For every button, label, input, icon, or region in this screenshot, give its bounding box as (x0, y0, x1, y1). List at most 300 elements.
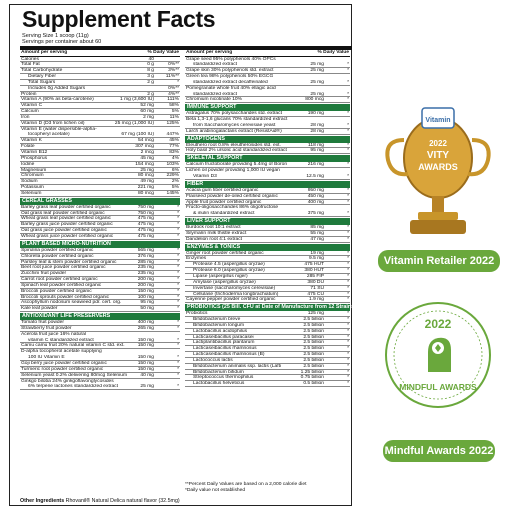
nutrient-name: Amylase (aspergillus oryzae) (193, 279, 256, 285)
nutrient-amount: 80 mcg (137, 190, 154, 196)
nutrient-amount: 2.5 billion (303, 322, 324, 328)
nutrient-row (185, 129, 350, 135)
nutrient-row (20, 384, 180, 390)
nutrient-name: Calcium (21, 109, 39, 115)
nutrient-name: Eleuthero root 0.8% eleutherosides std. ext. (186, 142, 281, 148)
nutrient-dv: * (177, 259, 179, 265)
nutrient-amount: 216 mg (307, 162, 324, 168)
nutrient-name: Protease 4.5 (aspergillus oryzae) (193, 262, 265, 268)
nutrient-amount: 25 mcg (1,000 IU) (114, 120, 154, 126)
nutrient-dv: 11%** (165, 74, 179, 80)
nutrient-dv: * (177, 233, 179, 239)
nutrient-dv: * (347, 311, 349, 317)
nutrient-amount: 235 mg (137, 271, 154, 277)
nutrient-name: Beet root juice powder certified organic (21, 265, 106, 271)
nutrient-name: Iodine (21, 161, 35, 167)
nutrient-name: standardized extract (193, 91, 238, 97)
nutrient-name: Bifidobacterium breve (193, 317, 241, 323)
nutrient-amount: 475 mg (137, 228, 154, 234)
nutrient-amount: 52 mg (140, 103, 154, 109)
vity-line3: AWARDS (418, 162, 458, 172)
nutrient-dv: 4% (171, 155, 179, 161)
nutrient-dv: * (177, 306, 179, 312)
nutrient-name: Larch arabinogalactans extract (ResistAid®) (186, 128, 282, 134)
nutrient-name: Vitamin D (D3 from lichen oil) (21, 120, 85, 126)
nutrient-name: Carrot root powder certified organic (21, 277, 98, 283)
nutrient-name: Grape seed 95% polyphenols 40% OPCs (186, 56, 276, 62)
nutrient-amount: 307 mcg (135, 144, 154, 150)
nutrient-name: Apple fruit powder certified organic (186, 199, 262, 205)
nutrient-dv: * (347, 199, 349, 205)
nutrient-amount: 750 mg (137, 210, 154, 216)
section-header: FIBER (185, 181, 350, 188)
nutrient-amount: 47 mg (310, 236, 324, 242)
nutrient-amount: 2.5 billion (303, 363, 324, 369)
nutrient-dv: * (347, 279, 349, 285)
nutrient-name: from Saccharomyces cerevisiae yeast (193, 122, 276, 128)
nutrient-name: Astragalus 70% polysaccharides std. extract (186, 111, 282, 117)
nutrient-dv: * (177, 325, 179, 331)
mindful-awards-label: Mindful Awards 2022 (383, 440, 495, 462)
nutrient-dv: * (177, 366, 179, 372)
nutrient-amount: 2 mcg (140, 150, 154, 155)
nutrient-name: Chromium (21, 173, 44, 179)
right-column (185, 50, 356, 387)
nutrient-amount: 475 mg (137, 216, 154, 222)
nutrient-amount: 2.5 billion (303, 334, 324, 340)
nutrient-name: Selenium yeast 0.2% delivering 80mcg Selenium (21, 372, 128, 378)
nutrient-amount: 380 HUT (304, 268, 324, 274)
nutrient-dv: 111% (167, 97, 179, 103)
nutrient-name: Ginger root powder certified organic (186, 250, 264, 256)
nutrient-name: Oat grass juice powder certified organic (21, 228, 107, 234)
nutrient-name: Total Carbohydrate (21, 68, 63, 74)
nutrient-amount: 28 mg (310, 128, 324, 134)
nutrient-dv: * (177, 282, 179, 288)
nutrient-dv: * (177, 216, 179, 222)
nutrient-dv: 11% (169, 114, 179, 120)
nutrient-amount: 800 mcg (305, 97, 324, 103)
nutrient-amount: 0.75 billion (300, 375, 324, 381)
nutrient-dv: * (347, 357, 349, 363)
nutrient-dv: * (347, 122, 349, 128)
nutrient-amount: 2.5 billion (303, 317, 324, 323)
nutrient-name: Dietary Fiber (28, 74, 56, 80)
nutrient-name: Vitamin B12 (21, 150, 48, 155)
nutrient-amount: 40 (148, 56, 154, 62)
nutrient-amount: 2 mg (143, 114, 154, 120)
nutrient-amount: 150 mg (137, 366, 154, 372)
section-header: LIVER SUPPORT (185, 218, 350, 225)
nutrient-dv: 58% (169, 103, 179, 109)
nutrient-dv: * (347, 193, 349, 199)
mindful-award-seal (383, 300, 493, 410)
nutrient-row (185, 174, 350, 180)
nutrient-dv: * (177, 372, 179, 378)
nutrient-name: Phosphorus (21, 155, 48, 161)
nutrient-amount: 25 mg (310, 91, 324, 97)
nutrient-name: Acacia gum fiber certified organic (186, 187, 259, 193)
header-dv: % Daily Value (147, 50, 179, 55)
nutrient-dv: * (177, 337, 179, 343)
nutrient-amount: 150 mg (137, 288, 154, 294)
vity-brand: Vitamin (425, 117, 451, 124)
vity-line2: VITY (426, 150, 450, 161)
nutrient-amount: 25 mg (310, 68, 324, 74)
nutrient-name: Spinach leaf powder certified organic (21, 282, 102, 288)
nutrient-name: Enzymes (186, 256, 207, 262)
nutrient-name: Total Fat (21, 62, 40, 68)
nutrient-dv: * (347, 297, 349, 303)
nutrient-amount: 95 mg (310, 148, 324, 154)
nutrient-amount: 565 mg (137, 247, 154, 253)
nutrient-name: Barley grass leaf powder certified organic (21, 204, 111, 210)
left-column (20, 50, 180, 390)
nutrient-name: Broccoli sprouts powder certified organic (21, 294, 110, 300)
section-header: ENZYMES & TONICS (185, 244, 350, 251)
nutrient-name: Dandelion root 4:1 extract (186, 236, 243, 242)
nutrient-amount: 154 mcg (135, 161, 154, 167)
section-header: ANTIOXIDANT LIFE PRESERVERS (20, 313, 180, 320)
nutrient-dv: 0%** (168, 85, 179, 91)
nutrient-dv: * (347, 352, 349, 358)
nutrient-amount: 25 mg (140, 167, 154, 173)
nutrient-dv: * (347, 230, 349, 236)
nutrient-dv: * (347, 273, 349, 279)
nutrient-amount: 375 mg (307, 211, 324, 217)
nutrient-amount: 25 mg (310, 62, 324, 68)
nutrient-dv: * (347, 375, 349, 381)
nutrient-name: Cayenne pepper powder certified organic (186, 297, 276, 303)
footnote-not-established: *Daily value not established (185, 488, 246, 493)
nutrient-name: Tomato fruit powder (21, 320, 64, 326)
nutrient-amount: 1 mg (3,600 IU) (120, 97, 154, 103)
nutrient-amount: 40 mg (140, 372, 154, 378)
nutrient-dv: * (177, 265, 179, 271)
nutrient-dv: 4%** (168, 91, 179, 97)
nutrient-amount: 2 g (147, 79, 154, 85)
nutrient-dv: 229% (166, 173, 179, 179)
nutrient-amount: 380 DU (307, 279, 324, 285)
nutrient-name: Turmeric root powder certified organic (21, 366, 104, 372)
nutrient-dv: * (177, 361, 179, 366)
nutrient-amount: 950 mg (307, 187, 324, 193)
nutrient-amount: 1.9 mg (309, 297, 324, 303)
nutrient-name: standardized extract decaffeinated (193, 79, 268, 85)
nutrient-name: Vitamin C (21, 103, 43, 109)
nutrient-dv: * (347, 317, 349, 323)
nutrient-row (20, 234, 180, 240)
nutrient-dv: * (347, 291, 349, 297)
nutrient-dv: * (347, 250, 349, 256)
nutrient-dv: * (347, 174, 349, 179)
nutrient-amount: 67 mg (100 IU) (121, 132, 154, 138)
nutrient-amount: 55 mg (310, 230, 324, 236)
nutrient-dv: * (347, 128, 349, 134)
nutrient-name: & inulin standardized extract (193, 211, 255, 217)
nutrient-amount: 49 mg (140, 179, 154, 185)
nutrient-dv: * (177, 210, 179, 216)
section-header: PROBIOTICS (25 Bill. CFU at Date of Manufacture from 12 Strains) (187, 304, 356, 311)
nutrient-dv: * (347, 340, 349, 346)
nutrient-amount: 475 CU (307, 291, 324, 297)
nutrient-dv: 103% (166, 161, 179, 167)
nutrient-row (185, 148, 350, 154)
nutrient-name: Pomegranate whole fruit 40% ellagic acid (186, 85, 276, 91)
nutrient-row (20, 191, 180, 197)
nutrient-dv: * (347, 262, 349, 268)
nutrient-name: Burdock root 10:1 extract (186, 225, 241, 231)
nutrient-dv: * (347, 268, 349, 274)
nutrient-dv: 125% (166, 120, 179, 126)
nutrient-name: Protease 6.0 (aspergillus oryzae) (193, 268, 265, 274)
nutrient-amount: 125 mg (307, 311, 324, 317)
nutrient-dv: * (347, 79, 349, 85)
nutrient-row (185, 211, 350, 217)
nutrient-amount: 25 mg (310, 79, 324, 85)
nutrient-name: Vitamin A (90% as beta-carotene) (21, 97, 94, 103)
nutrient-name: Green tea 98% polyphenols 50% EGCG (186, 74, 274, 80)
page-title: Supplement Facts (22, 6, 216, 32)
nutrient-dv: 2% (171, 179, 179, 185)
nutrient-name: standardized extract (193, 62, 238, 68)
nutrient-name: Silymarin milk thistle extract (186, 230, 247, 236)
mindful-name: MINDFUL AWARDS (399, 382, 477, 392)
nutrient-dv: * (177, 228, 179, 234)
nutrient-dv: 77% (169, 144, 179, 150)
nutrient-row (185, 381, 350, 387)
nutrient-name: Ginkgo biloba 24% ginkgoflavonglycosides (21, 378, 114, 384)
nutrient-dv: * (347, 91, 349, 97)
nutrient-name: Camu camu fruit 20% natural vitamin C std. ext. (21, 343, 125, 349)
nutrient-name: Lactococcus lactis (193, 357, 233, 363)
nutrient-amount: 3 g (147, 74, 154, 80)
nutrient-dv: * (177, 79, 179, 85)
servings-per-container: Servings per container about 60 (22, 39, 102, 45)
nutrient-name: Lactiplantibacillus plantarum (193, 340, 255, 346)
nutrient-dv: * (347, 285, 349, 291)
nutrient-amount: 8 g (147, 68, 154, 74)
nutrient-dv: 6% (171, 167, 179, 173)
nutrient-amount: 0 g (147, 62, 154, 68)
nutrient-name: Bifidobacterium longum (193, 322, 245, 328)
nutrient-amount: 28 mg (310, 122, 324, 128)
nutrient-dv: * (347, 322, 349, 328)
nutrient-name: Parsley leaf & stem powder certified organic (21, 259, 117, 265)
nutrient-row (20, 306, 180, 312)
nutrient-amount: 400 mg (307, 199, 324, 205)
nutrient-amount: 60 mg (140, 109, 154, 115)
nutrient-dv: * (177, 288, 179, 294)
nutrient-dv: * (347, 148, 349, 154)
nutrient-dv: * (347, 187, 349, 193)
nutrient-name: Kale leaf powder (21, 306, 58, 312)
nutrient-amount: 100 mg (137, 294, 154, 300)
nutrient-name: Flaxseed powder de-oiled certified organic (186, 193, 278, 199)
nutrient-amount: 150 mg (137, 337, 154, 343)
nutrient-amount: 150 mg (137, 343, 154, 349)
nutrient-name: Vitamin D3 (193, 174, 217, 179)
nutrient-amount: 150 mg (137, 355, 154, 361)
nutrient-dv: * (347, 256, 349, 262)
nutrient-name: Chromium nicotinate 10% (186, 97, 242, 103)
nutrient-dv: * (177, 384, 179, 390)
nutrient-amount: 1.25 billion (300, 369, 324, 375)
nutrient-dv: * (347, 328, 349, 334)
vity-award-trophy (378, 100, 498, 260)
nutrient-name: Strawberry fruit powder (21, 325, 72, 331)
nutrient-name: D-alpha tocopherol acetate supplying (21, 349, 102, 355)
nutrient-amount: 12.5 mg (306, 174, 324, 179)
section-header: CEREAL GRASSES (20, 198, 180, 205)
nutrient-name: Chlorella powder certified organic (21, 253, 94, 259)
nutrient-name: Sodium (21, 179, 38, 185)
nutrient-dv: * (347, 97, 349, 103)
nutrient-name: Zucchini fruit powder (21, 271, 67, 277)
nutrient-name: Magnesium (21, 167, 47, 173)
nutrient-name: Ascophyllum nodosum seaweed pdr. cert. org. (21, 300, 122, 306)
nutrient-amount: 45 mg (140, 155, 154, 161)
nutrient-dv: 145% (166, 190, 179, 196)
nutrient-dv: * (347, 211, 349, 217)
section-header: PLANT BASED MICRO-NUTRITION (20, 241, 180, 248)
nutrient-dv: * (347, 334, 349, 340)
nutrient-name: Lichen oil powder providing 1,000 IU vegan (186, 168, 280, 174)
other-ingredients-text: Rhovanil® Natural Delica natural flavor (32.5mg) (65, 498, 180, 504)
nutrient-amount: 0.5 billion (303, 381, 324, 387)
nutrient-name: Selenium (21, 190, 42, 196)
nutrient-name: Lipase (aspergillus niger) (193, 273, 248, 279)
nutrient-row (185, 237, 350, 243)
nutrient-name: Calories (21, 56, 39, 62)
nutrient-row (185, 97, 350, 103)
nutrient-amount: 285 FIP (306, 273, 324, 279)
vitamin-retailer-label: Vitamin Retailer 2022 (378, 250, 500, 272)
nutrient-name: 100 IU Vitamin E (28, 355, 65, 361)
nutrient-dv: 447% (166, 132, 179, 138)
nutrient-amount: 265 mg (137, 325, 154, 331)
nutrient-dv: * (347, 381, 349, 387)
section-header: SKELETAL SUPPORT (185, 155, 350, 162)
nutrient-amount: 2.5 billion (303, 340, 324, 346)
nutrient-dv: * (347, 225, 349, 231)
nutrient-name: Wheat grass juice powder certified organic (21, 233, 114, 239)
nutrient-name: Goji berry juice powder certified organic (21, 361, 107, 366)
nutrient-dv: * (177, 320, 179, 326)
other-ingredients (20, 498, 180, 504)
nutrient-amount: 50 mg (140, 306, 154, 312)
nutrient-amount: 475 HUT (304, 262, 324, 268)
nutrient-name: Broccoli powder certified organic (21, 288, 92, 294)
nutrient-amount: 9.5 mg (309, 256, 324, 262)
vity-year: 2022 (429, 139, 447, 148)
nutrient-amount: 80 mcg (137, 173, 154, 179)
nutrient-name: Acerola fruit juice 16% natural (21, 331, 86, 337)
nutrient-amount: 235 mg (137, 265, 154, 271)
nutrient-name: Potassium (21, 185, 44, 191)
nutrient-dv: * (347, 363, 349, 369)
nutrient-dv: * (177, 355, 179, 361)
nutrient-amount: 450 mg (307, 193, 324, 199)
nutrient-dv: * (347, 68, 349, 74)
section-header: IMMUNE SUPPORT (185, 104, 350, 111)
nutrient-dv: * (177, 343, 179, 349)
nutrient-amount: 190 mg (307, 111, 324, 117)
nutrient-amount: 400 mg (137, 320, 154, 326)
nutrient-name: Bifidobacterium animalis ssp. lactis (Lafti (193, 363, 282, 369)
header-amount: Amount per serving (186, 50, 233, 55)
nutrient-name: Vitamin K (21, 138, 42, 144)
nutrient-dv: * (177, 222, 179, 228)
nutrient-name: Beta 1,3-1,6 glucans 70% standardized extract (186, 117, 288, 123)
nutrient-amount: 85 mg (310, 225, 324, 231)
nutrient-amount: 285 mg (137, 259, 154, 265)
nutrient-amount: 376 mg (137, 253, 154, 259)
nutrient-amount: 2.5 billion (303, 328, 324, 334)
nutrient-name: Iron (21, 114, 30, 120)
nutrient-name: Fructo-oligosaccharides 86% oligofructose (186, 205, 279, 211)
nutrient-dv: 5% (171, 185, 179, 191)
nutrient-name: Lactobacillus acidophilus (193, 328, 248, 334)
nutrient-dv: * (177, 271, 179, 277)
nutrient-amount: 221 mg (137, 185, 154, 191)
nutrient-dv: * (347, 369, 349, 375)
nutrient-amount: 2 g (147, 91, 154, 97)
nutrient-dv: 5% (171, 109, 179, 115)
nutrient-name: Spirulina powder certified organic (21, 247, 94, 253)
nutrient-dv: * (177, 294, 179, 300)
nutrient-amount: 2.5 billion (303, 357, 324, 363)
nutrient-amount: 2.5 billion (303, 352, 324, 358)
nutrient-dv: * (177, 277, 179, 283)
nutrient-amount: 118 mg (308, 142, 324, 148)
nutrient-name: Oat grass leaf powder certified organic (21, 210, 105, 216)
nutrient-name: Holy basil 2% ursolic acid standardized extract (186, 148, 287, 154)
nutrient-name: Lacticaseibacillus rhamnosus (B) (193, 352, 265, 358)
nutrient-name: vitamin C standardized extract (28, 337, 94, 343)
nutrient-dv: * (177, 204, 179, 210)
other-ingredients-label: Other Ingredients (20, 498, 65, 504)
nutrient-name: Grape skin 30% polyphenols std. extract (186, 68, 274, 74)
nutrient-dv: * (177, 247, 179, 253)
nutrient-amount: 200 mg (137, 282, 154, 288)
nutrient-amount: 71 SU (310, 285, 324, 291)
nutrient-dv: * (177, 300, 179, 306)
nutrient-name: Lacticaseibacillus rhamnosus (193, 346, 257, 352)
nutrient-name: Streptococcus thermophilus (193, 375, 254, 381)
nutrient-name: Bifidobacterium bifidum (193, 369, 244, 375)
nutrient-name: Calcium fructoborate providing 5.4mg of Boron (186, 162, 288, 168)
nutrient-amount: 200 mg (137, 277, 154, 283)
nutrient-amount: 2.5 billion (303, 346, 324, 352)
nutrient-dv: * (177, 253, 179, 259)
nutrient-dv: * (347, 62, 349, 68)
nutrient-name: Invertase (saccharomyces cerevisiae) (193, 285, 276, 291)
nutrient-amount: 475 mg (137, 222, 154, 228)
nutrient-name: Lactobacillus helveticus (193, 381, 245, 387)
nutrient-name: Folate (21, 144, 35, 150)
nutrient-name: tocopheryl acetate) (28, 132, 70, 138)
nutrient-dv: 83% (169, 150, 179, 155)
nutrient-amount: 475 mg (137, 233, 154, 239)
serving-size: Serving Size 1 scoop (11g) (22, 33, 89, 39)
nutrient-name: Lacticaseibacillus paracasei (193, 334, 254, 340)
nutrient-dv: * (347, 236, 349, 242)
nutrient-name: Includes 0g Added Sugars (28, 85, 86, 91)
nutrient-amount: 19 mg (310, 250, 324, 256)
nutrient-name: Cellulase (trichoderma longbrachiatum) (193, 291, 279, 297)
nutrient-name: Protein (21, 91, 37, 97)
